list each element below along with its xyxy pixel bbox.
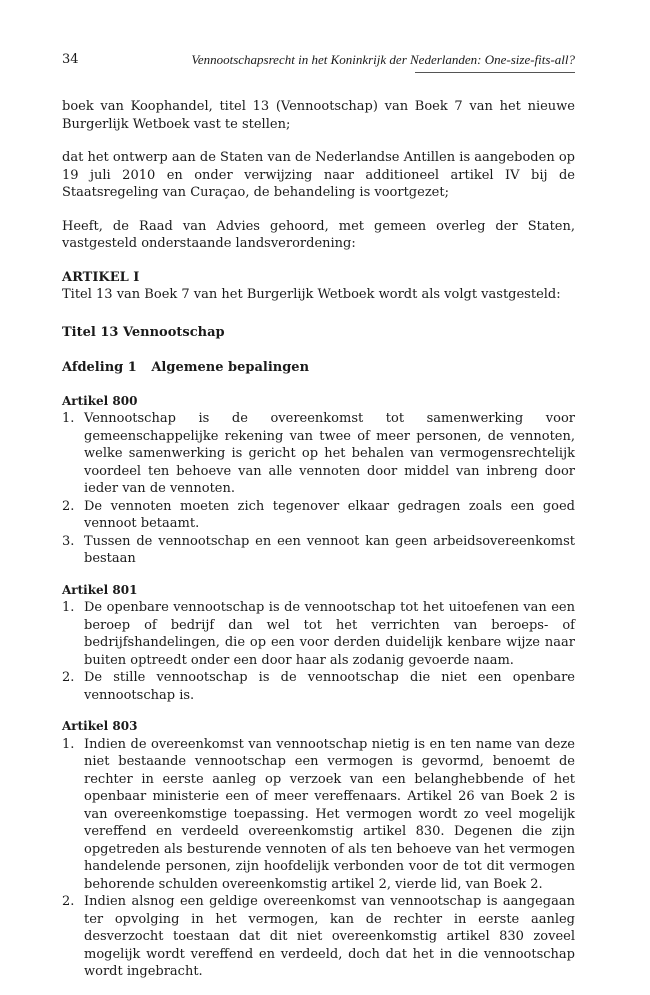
- article-label: Artikel 803: [62, 719, 138, 733]
- intro-paragraph: boek van Koophandel, titel 13 (Vennootschap) van Boek 7 van het nieuwe Burgerlijk Wetboek vast te stellen;: [62, 99, 575, 132]
- item-number: 2.: [62, 498, 75, 514]
- article-items: [62, 410, 575, 568]
- page-header: [62, 52, 575, 74]
- list-item: [62, 669, 575, 704]
- item-text: De stille vennootschap is de vennootschap die niet een openbare vennootschap is.: [84, 670, 575, 703]
- article-label: Artikel 801: [62, 582, 138, 597]
- item-text: Indien de overeenkomst van vennootschap nietig is en ten name van deze niet bestaande vennootschap een vermogen is gevormd, benoemt de rechter in eerste aanleg op verzoek van een belanghebbende of het openbaar ministerie een of meer vereffenaars. Artikel 26 van Boek 2 is van overeenkomstige toepassing. Het vermogen wordt zo veel mogelijk vereffend en verdeeld overeenkomstig artikel 830. Degenen die zijn opgetreden als besturende vennoten of als ten behoeve van het vermogen handelende personen, zijn hoofdelijk verbonden voor de tot dit vermogen behorende schulden overeenkomstig artikel 2, vierde lid, van Boek 2.: [84, 736, 575, 892]
- item-number: 2.: [62, 894, 75, 909]
- page-number: 34: [62, 52, 79, 67]
- running-title: Vennootschapsrecht in het Koninkrijk der Nederlanden: One-size-fits-all?: [191, 52, 575, 67]
- item-text: Indien alsnog een geldige overeenkomst van vennootschap is aangegaan ter opvolging in het vermogen, kan de rechter in eerste aanleg desverzocht toestaan dat dit niet overeenkomstig artikel 830 zoveel mogelijk wordt vereffend en verdeeld, doch dat het in die vennootschap wordt ingebracht.: [84, 894, 575, 979]
- item-number: 2.: [62, 670, 75, 685]
- item-number: 1.: [62, 736, 75, 752]
- list-item: [62, 893, 575, 981]
- artikel-i-text: Titel 13 van Boek 7 van het Burgerlijk Wetboek wordt als volgt vastgesteld:: [62, 287, 561, 302]
- intro-paragraph: Heeft, de Raad van Advies gehoord, met gemeen overleg der Staten, vastgesteld onderstaande landsverordening:: [62, 218, 575, 251]
- list-item: [62, 410, 575, 498]
- item-text: Tussen de vennootschap en een vennoot kan geen arbeidsovereenkomst bestaan: [84, 533, 575, 566]
- item-number: 3.: [62, 533, 75, 549]
- afdeling-number: Afdeling 1: [62, 360, 137, 375]
- item-number: 1.: [62, 600, 75, 615]
- item-text: De vennoten moeten zich tegenover elkaar gedragen zoals een goed vennoot betaamt.: [84, 498, 575, 531]
- intro-paragraph: dat het ontwerp aan de Staten van de Nederlandse Antillen is aangeboden op 19 juli 2010 en onder verwijzing naar additioneel artikel IV bij de Staatsregeling van Curaçao, de behandeling is voortgezet;: [62, 150, 575, 200]
- list-item: [62, 498, 575, 533]
- titel-heading: Titel 13 Vennootschap: [62, 324, 225, 340]
- item-text: Vennootschap is de overeenkomst tot samenwerking voor gemeenschappelijke rekening van twee of meer personen, de vennoten, welke samenwerking is gericht op het behalen van vermogensrechtelijk voordeel ten behoeve van alle vennoten door middel van inbreng door ieder van de vennoten.: [84, 411, 575, 496]
- item-text: De openbare vennootschap is de vennootschap tot het uitoefenen van een beroep of bedrijf dan wel tot het verrichten van beroeps- of bedrijfshandelingen, die op een voor derden duidelijk kenbare wijze naar buiten optreedt onder een door haar als zodanig gevoerde naam.: [84, 600, 575, 668]
- list-item: [62, 533, 575, 568]
- article-label: Artikel 800: [62, 393, 138, 408]
- list-item: [62, 599, 575, 669]
- article-items: [62, 599, 575, 704]
- artikel-i-heading: ARTIKEL I: [62, 269, 140, 285]
- item-number: 1.: [62, 411, 75, 426]
- list-item: [62, 736, 575, 894]
- afdeling-heading: [62, 359, 575, 377]
- afdeling-name: Algemene bepalingen: [151, 360, 310, 375]
- page-body: [62, 98, 575, 995]
- header-rule: [415, 72, 575, 73]
- article-items: [62, 736, 575, 981]
